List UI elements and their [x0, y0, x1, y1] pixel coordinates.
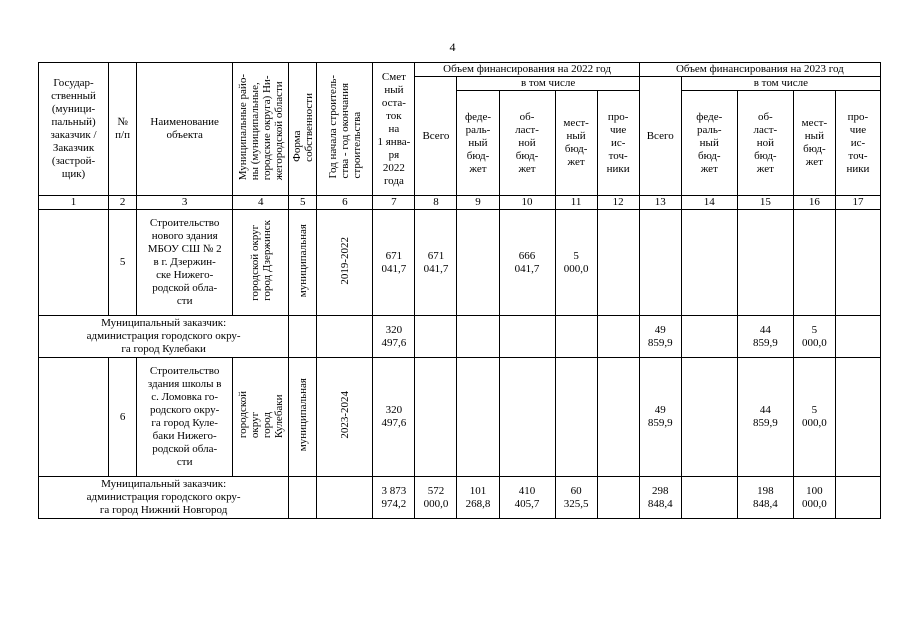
cell-other-2023: [835, 316, 880, 358]
cell-customer-summary: Муниципальный заказчик: администрация городского окру- га город Кулебаки: [39, 316, 289, 358]
cell-regional-2023: [737, 210, 793, 316]
cell-customer: [39, 210, 109, 316]
header-other-2023: про- чие ис- точ- ники: [835, 91, 880, 196]
column-number: 2: [109, 196, 137, 210]
cell-ownership-text: муниципальная: [296, 223, 309, 298]
cell-other-2023: [835, 477, 880, 519]
cell-federal-2023: [681, 358, 737, 477]
column-number: 1: [39, 196, 109, 210]
cell-federal-2023: [681, 210, 737, 316]
cell-balance: 3 873 974,2: [373, 477, 415, 519]
header-total-2023: Всего: [639, 77, 681, 196]
header-num: № п/п: [109, 63, 137, 196]
table-row: [39, 210, 881, 316]
cell-total-2022: 671 041,7: [415, 210, 457, 316]
cell-regional-2023: 44 859,9: [737, 316, 793, 358]
cell-regional-2022: 410 405,7: [499, 477, 555, 519]
cell-other-2022: [597, 477, 639, 519]
header-local-2023: мест- ный бюд- жет: [793, 91, 835, 196]
cell-ownership: [289, 210, 317, 316]
cell-regional-2022: 666 041,7: [499, 210, 555, 316]
cell-empty: [289, 316, 317, 358]
column-number: 11: [555, 196, 597, 210]
column-number: 13: [639, 196, 681, 210]
cell-empty: [289, 477, 317, 519]
cell-other-2023: [835, 358, 880, 477]
financing-table: [38, 62, 881, 519]
column-number: 3: [137, 196, 233, 210]
cell-total-2022: [415, 316, 457, 358]
column-number: 17: [835, 196, 880, 210]
header-district-text: Муниципальные райо- ны (муниципальные, городские округа) Ни- жегородской области: [236, 73, 285, 181]
header-ownership-text: Форма собственности: [290, 92, 315, 162]
column-number: 6: [317, 196, 373, 210]
header-customer: Государ- ственный (муници- пальный) заказчик / Заказчик (застрой- щик): [39, 63, 109, 196]
header-district: [233, 63, 289, 196]
cell-local-2023: 5 000,0: [793, 316, 835, 358]
header-other-2022: про- чие ис- точ- ники: [597, 91, 639, 196]
column-number-row: [39, 196, 881, 210]
customer-row: [39, 477, 881, 519]
cell-total-2022: [415, 358, 457, 477]
cell-regional-2023: 44 859,9: [737, 358, 793, 477]
cell-ownership: [289, 358, 317, 477]
cell-local-2022: [555, 358, 597, 477]
cell-empty: [317, 316, 373, 358]
cell-local-2022: 5 000,0: [555, 210, 597, 316]
cell-federal-2022: 101 268,8: [457, 477, 499, 519]
cell-federal-2022: [457, 316, 499, 358]
column-number: 7: [373, 196, 415, 210]
cell-customer: [39, 358, 109, 477]
cell-local-2023: 5 000,0: [793, 358, 835, 477]
cell-local-2022: 60 325,5: [555, 477, 597, 519]
cell-local-2023: 100 000,0: [793, 477, 835, 519]
cell-balance: 671 041,7: [373, 210, 415, 316]
column-number: 16: [793, 196, 835, 210]
header-federal-2023: феде- раль- ный бюд- жет: [681, 91, 737, 196]
cell-local-2022: [555, 316, 597, 358]
header-fin-2022: Объем финансирования на 2022 год: [415, 63, 639, 77]
cell-other-2022: [597, 210, 639, 316]
column-number: 14: [681, 196, 737, 210]
header-balance: Смет ный оста- ток на 1 янва- ря 2022 года: [373, 63, 415, 196]
cell-years-text: 2023-2024: [338, 391, 351, 439]
header-years: [317, 63, 373, 196]
cell-num: 6: [109, 358, 137, 477]
header-ownership: [289, 63, 317, 196]
cell-object-name: Строительство здания школы в с. Ломовка го- родского окру- га город Куле- баки Нижего- родской обла- сти: [137, 358, 233, 477]
customer-row: [39, 316, 881, 358]
cell-district-text: городской округ город Дзержинск: [248, 220, 273, 301]
cell-ownership-text: муниципальная: [296, 378, 309, 452]
header-including-2022: в том числе: [457, 77, 639, 91]
cell-local-2023: [793, 210, 835, 316]
cell-other-2022: [597, 358, 639, 477]
cell-other-2022: [597, 316, 639, 358]
header-total-2022: Всего: [415, 77, 457, 196]
cell-years: [317, 210, 373, 316]
header-regional-2022: об- ласт- ной бюд- жет: [499, 91, 555, 196]
cell-empty: [317, 477, 373, 519]
cell-regional-2022: [499, 358, 555, 477]
cell-total-2023: 298 848,4: [639, 477, 681, 519]
cell-federal-2023: [681, 477, 737, 519]
cell-federal-2022: [457, 358, 499, 477]
header-including-2023: в том числе: [681, 77, 880, 91]
column-number: 8: [415, 196, 457, 210]
header-regional-2023: об- ласт- ной бюд- жет: [737, 91, 793, 196]
cell-regional-2023: 198 848,4: [737, 477, 793, 519]
cell-district: [233, 358, 289, 477]
cell-total-2023: [639, 210, 681, 316]
page-number: 4: [449, 40, 456, 54]
cell-balance: 320 497,6: [373, 316, 415, 358]
cell-object-name: Строительство нового здания МБОУ СШ № 2 в г. Дзержин- ске Нижего- родской обла- сти: [137, 210, 233, 316]
cell-balance: 320 497,6: [373, 358, 415, 477]
cell-other-2023: [835, 210, 880, 316]
cell-customer-summary: Муниципальный заказчик: администрация городского окру- га город Нижний Новгород: [39, 477, 289, 519]
column-number: 9: [457, 196, 499, 210]
cell-total-2022: 572 000,0: [415, 477, 457, 519]
cell-federal-2022: [457, 210, 499, 316]
column-number: 15: [737, 196, 793, 210]
cell-years-text: 2019-2022: [338, 236, 351, 285]
column-number: 4: [233, 196, 289, 210]
cell-federal-2023: [681, 316, 737, 358]
header-row-1: [39, 63, 881, 77]
table-row: [39, 358, 881, 477]
column-number: 10: [499, 196, 555, 210]
header-federal-2022: феде- раль- ный бюд- жет: [457, 91, 499, 196]
cell-district: [233, 210, 289, 316]
column-number: 5: [289, 196, 317, 210]
column-number: 12: [597, 196, 639, 210]
cell-num: 5: [109, 210, 137, 316]
cell-district-text: городской округ город Кулебаки: [236, 391, 285, 439]
header-fin-2023: Объем финансирования на 2023 год: [639, 63, 880, 77]
header-name: Наименование объекта: [137, 63, 233, 196]
header-years-text: Год начала строитель- ства - год окончания строительства: [326, 75, 363, 179]
cell-years: [317, 358, 373, 477]
cell-total-2023: 49 859,9: [639, 316, 681, 358]
cell-total-2023: 49 859,9: [639, 358, 681, 477]
header-local-2022: мест- ный бюд- жет: [555, 91, 597, 196]
cell-regional-2022: [499, 316, 555, 358]
